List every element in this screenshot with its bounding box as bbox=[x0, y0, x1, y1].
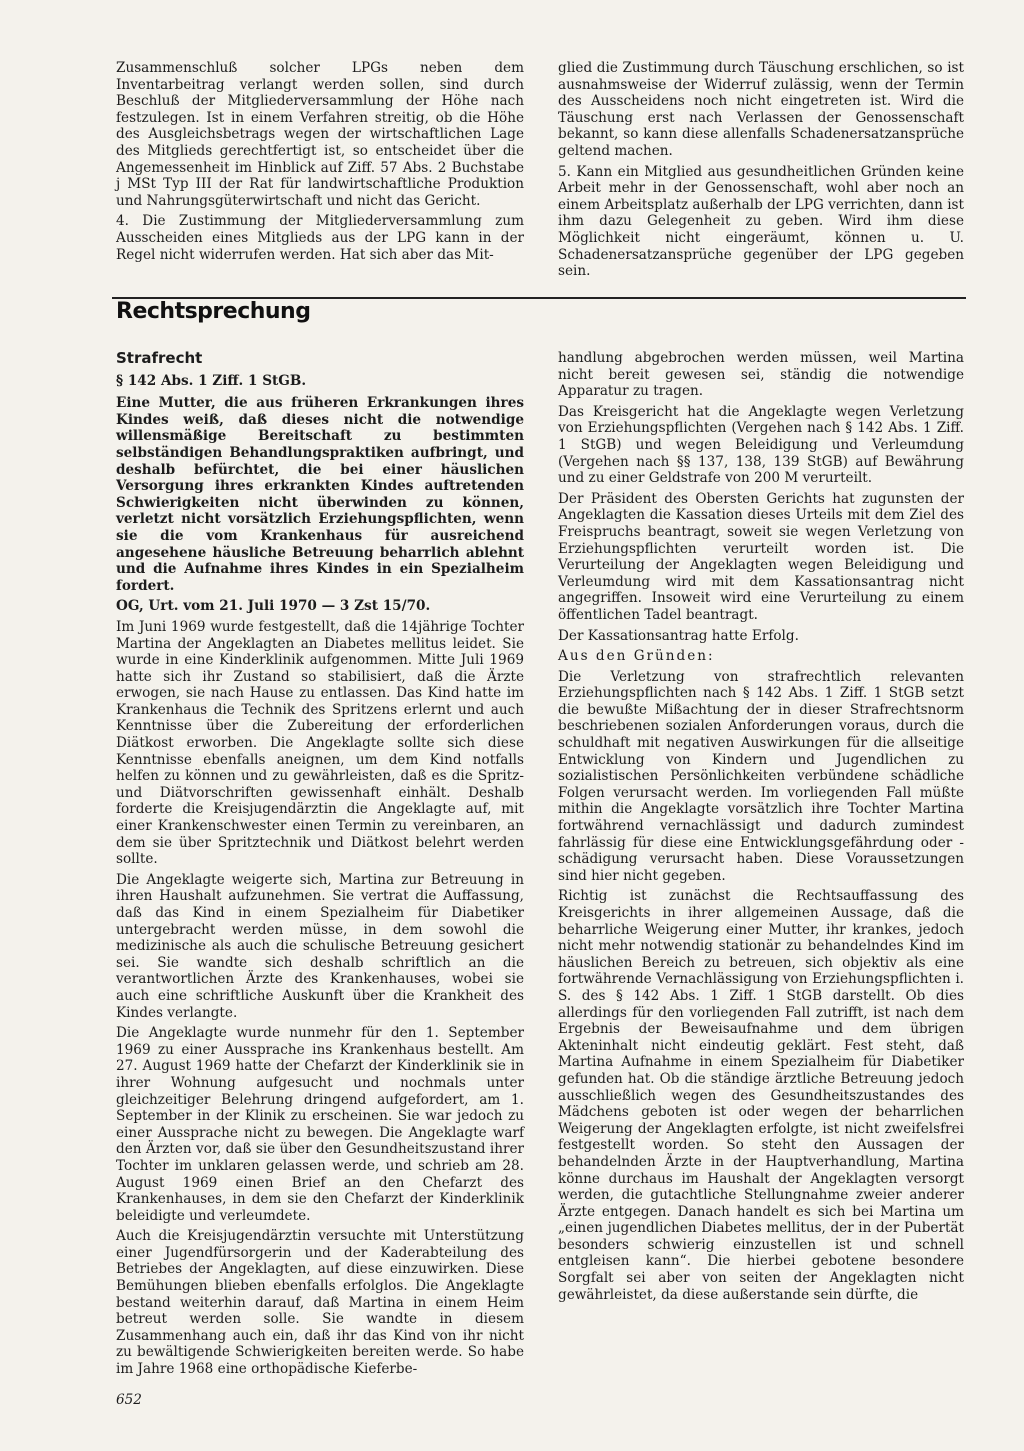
page-number: 652 bbox=[116, 1392, 142, 1408]
paragraph: Im Juni 1969 wurde festgestellt, daß die 14jährige Tochter Martina der Angeklagten an Diabetes mellitus leidet. Sie wurde in eine Kinderklinik aufgenommen. Mitte Juli 1969 hatte sich ihr Zustand so stabilisiert, daß die Ärzte erwogen, sie nach Hause zu entlassen. Das Kind hatte im Krankenhaus die Technik des Spritzens erlernt und auch Kenntnisse über die Zubereitung der erforderlichen Diätkost erworben. Die Angeklagte sollte sich diese Kenntnisse ebenfalls aneignen, um dem Kind notfalls helfen zu können und zu gewährleisten, daß es die Spritz- und Diätvorschriften gewissenhaft einhält. Deshalb forderte die Kreisjugendärztin die Angeklagte auf, mit einer Krankenschwester einen Termin zu vereinbaren, an dem sie über Spritztechnik und Diätkost belehrt werden sollte. bbox=[116, 618, 524, 868]
bottom-left-column bbox=[116, 350, 524, 1382]
statute-reference: § 142 Abs. 1 Ziff. 1 StGB. bbox=[116, 372, 307, 389]
paragraph: glied die Zustimmung durch Täuschung erschlichen, so ist ausnahmsweise der Widerruf zulässig, wenn der Termin des Ausscheidens noch nicht eingetreten ist. Wird die Täuschung erst nach Verlassen der Genossenschaft bekannt, so kann diese allenfalls Schadenersatzansprüche geltend machen. bbox=[558, 60, 964, 159]
paragraph: handlung abgebrochen werden müssen, weil Martina nicht bereit gewesen sei, ständig die notwendige Apparatur zu tragen. bbox=[558, 350, 964, 400]
paragraph: Die Verletzung von strafrechtlich relevanten Erziehungspflichten nach § 142 Abs. 1 Ziff. 1 StGB setzt die bewußte Mißachtung der in dieser Strafrechtsnorm beschriebenen sozialen Anforderungen voraus, durch die schuldhaft mit negativen Auswirkungen für die allseitige Entwicklung von Kindern und Jugendlichen zu sozialistischen Persönlichkeiten verbündene schädliche Folgen verursacht werden. Im vorliegenden Fall müßte mithin die Angeklagte vorsätzlich ihre Tochter Martina fortwährend vernachlässigt und dadurch zumindest fahrlässig für diese eine Entwicklungsgefährdung oder -schädigung verursacht haben. Diese Voraussetzungen sind hier nicht gegeben. bbox=[558, 668, 964, 884]
headnote: Eine Mutter, die aus früheren Erkrankungen ihres Kindes weiß, daß dieses nicht die notwendige willensmäßige Bereitschaft zu bestimmten selbständigen Behandlungspraktiken aufbringt, und deshalb befürchtet, die bei einer häuslichen Versorgung ihres erkrankten Kindes auftretenden Schwierigkeiten nicht überwinden zu können, verletzt nicht vorsätzlich Erziehungspflichten, wenn sie die vom Krankenhaus für ausreichend angesehene häusliche Betreuung beharrlich ablehnt und die Aufnahme ihres Kindes in ein Spezialheim fordert. bbox=[116, 395, 524, 594]
top-left-column bbox=[116, 60, 524, 267]
top-right-column bbox=[558, 60, 964, 284]
bottom-right-column bbox=[558, 350, 964, 1307]
section-heading: Rechtsprechung bbox=[116, 299, 311, 324]
reasons-heading: Aus den Gründen: bbox=[558, 648, 715, 665]
paragraph: Das Kreisgericht hat die Angeklagte wegen Verletzung von Erziehungspflichten (Vergehen nach § 142 Abs. 1 Ziff. 1 StGB) und wegen Beleidigung und Verleumdung (Vergehen nach §§ 137, 138, 139 StGB) auf Bewährung und zu einer Geldstrafe von 200 M verurteilt. bbox=[558, 403, 964, 487]
paragraph: Der Kassationsantrag hatte Erfolg. bbox=[558, 627, 799, 644]
paragraph: Richtig ist zunächst die Rechtsauffassung des Kreisgerichts in ihrer allgemeinen Aussage, daß die beharrliche Weigerung einer Mutter, ihr krankes, jedoch nicht mehr notwendig stationär zu behandelndes Kind im häuslichen Bereich zu betreuen, sich objektiv als eine fortwährende Vernachlässigung von Erziehungspflichten i. S. des § 142 Abs. 1 Ziff. 1 StGB darstellt. Ob dies allerdings für den vorliegenden Fall zutrifft, ist nach dem Ergebnis der Beweisaufnahme und dem übrigen Akteninhalt nicht eindeutig geklärt. Fest steht, daß Martina Aufnahme in einem Spezialheim für Diabetiker gefunden hat. Ob die ständige ärztliche Betreuung jedoch ausschließlich wegen des Gesundheitszustandes des Mädchens geboten ist oder wegen der beharrlichen Weigerung der Angeklagten erfolgte, ist nicht zweifelsfrei festgestellt worden. So steht den Aussagen der behandelnden Ärzte in der Hauptverhandlung, Martina könne durchaus im Haushalt der Angeklagten versorgt werden, die gutachtliche Stellungnahme zweier anderer Ärzte entgegen. Danach handelt es sich bei Martina um „einen jugendlichen Diabetes mellitus, der in der Pubertät besonders schwierig einzustellen ist und schnell entgleisen kann“. Die hierbei gebotene besondere Sorgfalt sei aber von seiten der Angeklagten nicht gewährleistet, da diese außerstande sein dürfte, die bbox=[558, 888, 964, 1303]
paragraph: 4. Die Zustimmung der Mitgliederversammlung zum Ausscheiden eines Mitglieds aus der LPG kann in der Regel nicht widerrufen werden. Hat sich aber das Mit- bbox=[116, 213, 524, 263]
paragraph: Die Angeklagte wurde nunmehr für den 1. September 1969 zu einer Aussprache ins Krankenhaus bestellt. Am 27. August 1969 hatte der Chefarzt der Kinderklinik sie in ihrer Wohnung aufgesucht und nochmals unter gleichzeitiger Belehrung dringend aufgefordert, am 1. September in der Klinik zu erscheinen. Sie war jedoch zu einer Aussprache nicht zu bewegen. Die Angeklagte warf den Ärzten vor, daß sie über den Gesundheitszustand ihrer Tochter im unklaren gelassen werde, und schrieb am 28. August 1969 einen Brief an den Chefarzt des Krankenhauses, in dem sie den Chefarzt der Kinderklinik beleidigte und verleumdete. bbox=[116, 1025, 524, 1224]
paragraph: Die Angeklagte weigerte sich, Martina zur Betreuung in ihren Haushalt aufzunehmen. Sie vertrat die Auffassung, daß das Kind in einem Spezialheim für Diabetiker untergebracht werden müsse, in dem sowohl die medizinische als auch die schulische Betreuung gesichert sei. Sie wandte sich deshalb schriftlich an die verantwortlichen Ärzte des Krankenhauses, wobei sie auch eine schriftliche Auskunft über die Krankheit des Kindes verlangte. bbox=[116, 871, 524, 1021]
paragraph: 5. Kann ein Mitglied aus gesundheitlichen Gründen keine Arbeit mehr in der Genossenschaft, wohl aber noch an einem Arbeitsplatz außerhalb der LPG verrichten, dann ist ihm dazu Gelegenheit zu geben. Wird ihm diese Möglichkeit nicht eingeräumt, können u. U. Schadenersatzansprüche gegenüber der LPG gegeben sein. bbox=[558, 163, 964, 280]
paragraph: Der Präsident des Obersten Gerichts hat zugunsten der Angeklagten die Kassation dieses Urteils mit dem Ziel des Freispruchs beantragt, soweit sie wegen Verletzung von Erziehungspflichten verurteilt worden ist. Die Verurteilung der Angeklagten wegen Beleidigung und Verleumdung wird mit dem Kassationsantrag nicht angegriffen. Insoweit wird eine Verurteilung zu einem öffentlichen Tadel beantragt. bbox=[558, 490, 964, 623]
paragraph: Auch die Kreisjugendärztin versuchte mit Unterstützung einer Jugendfürsorgerin und der Kaderabteilung des Betriebes der Angeklagten, auf diese einzuwirken. Diese Bemühungen blieben ebenfalls erfolglos. Die Angeklagte bestand weiterhin darauf, daß Martina in einem Heim betreut werden solle. Sie wandte in diesem Zusammenhang auch ein, daß ihr das Kind von ihr nicht zu bewältigende Schwierigkeiten bereiten werde. So habe im Jahre 1968 eine orthopädische Kieferbe- bbox=[116, 1228, 524, 1378]
subsection-heading: Strafrecht bbox=[116, 349, 203, 367]
paragraph: Zusammenschluß solcher LPGs neben dem Inventarbeitrag verlangt werden sollen, sind durch Beschluß der Mitgliederversammlung der Höhe nach festzulegen. Ist in einem Verfahren streitig, ob die Höhe des Ausgleichsbetrags wegen der wirtschaftlichen Lage des Mitglieds gerechtfertigt ist, so entscheidet über die Angemessenheit im Hinblick auf Ziff. 57 Abs. 2 Buchstabe j MSt Typ III der Rat für landwirtschaftliche Produktion und Nahrungsgüterwirtschaft und nicht das Gericht. bbox=[116, 60, 524, 209]
case-citation: OG, Urt. vom 21. Juli 1970 — 3 Zst 15/70. bbox=[116, 598, 431, 615]
